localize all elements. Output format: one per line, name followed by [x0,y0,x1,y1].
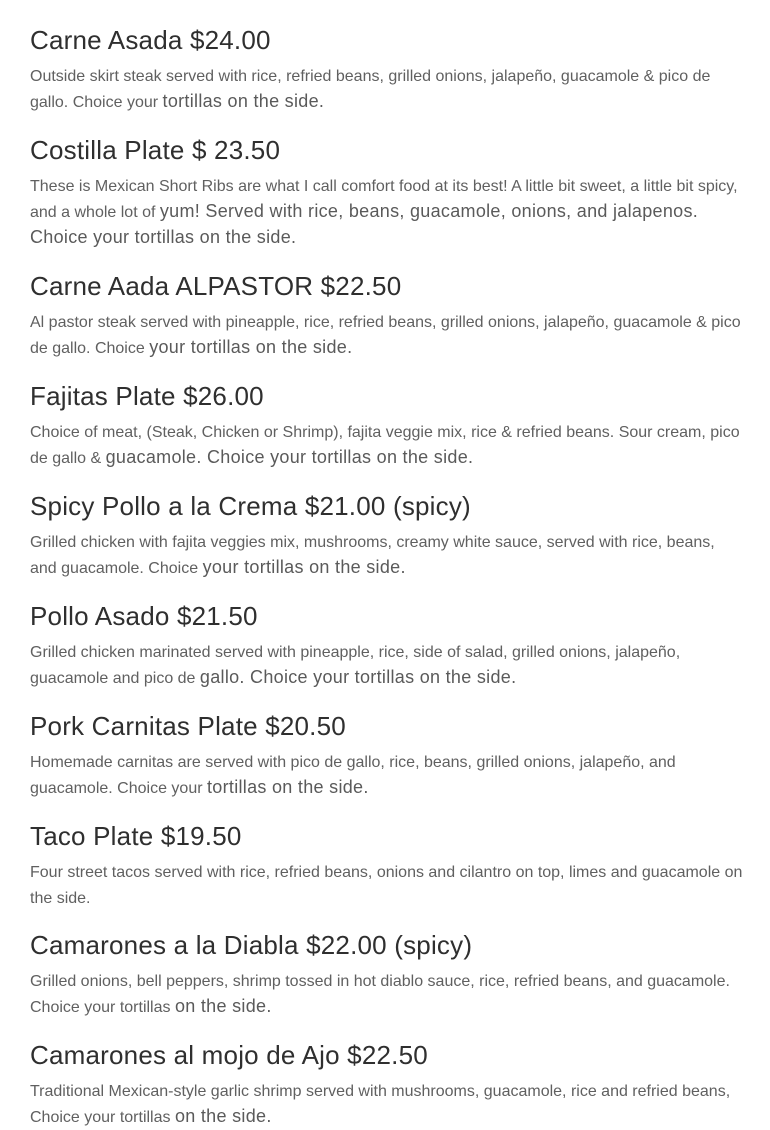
menu-item-title: Camarones a la Diabla $22.00 (spicy) [30,930,473,960]
description-text: Homemade carnitas are served with pico de gallo, rice, beans, grilled onions, jalapeño, and guacamole. Choice your [30,754,676,797]
menu-item-description [30,969,745,1020]
menu-item-description [30,640,745,691]
description-text: Grilled chicken with fajita veggies mix, mushrooms, creamy white sauce, served with rice, beans, and guacamole. Choice [30,534,715,577]
description-tail: gallo. Choice your tortillas on the side. [199,667,517,687]
menu-item-title: Fajitas Plate $26.00 [30,381,264,411]
description-tail: your tortillas on the side. [202,557,406,577]
menu-item-description [30,420,745,471]
description-text: These is Mexican Short Ribs are what I call comfort food at its best! A little bit sweet, a little bit spicy, and a whole lot of [30,178,738,221]
menu-item-pollo-asado [30,598,745,708]
menu-item-camarones-al-mojo-de-ajo [30,1037,745,1127]
menu-item-title: Spicy Pollo a la Crema $21.00 (spicy) [30,491,471,521]
description-tail: guacamole. Choice your tortillas on the side. [105,447,474,467]
menu-item-title: Costilla Plate $ 23.50 [30,135,281,165]
menu-item-camarones-a-la-diabla [30,927,745,1037]
menu-item-description [30,860,745,911]
menu-item-description [30,750,745,801]
menu-item-spicy-pollo-a-la-crema [30,488,745,598]
description-text: Al pastor steak served with pineapple, rice, refried beans, grilled onions, jalapeño, guacamole & pico de gallo. Choice [30,314,741,357]
menu-list [30,22,745,1127]
menu-item-description [30,174,745,251]
description-tail: yum! Served with rice, beans, guacamole, onions, and jalapenos. Choice your tortillas on the side. [30,201,699,247]
description-text: Outside skirt steak served with rice, refried beans, grilled onions, jalapeño, guacamole & pico de gallo. Choice your [30,68,711,111]
menu-item-carne-aada-alpastor [30,268,745,378]
menu-item-carne-asada [30,22,745,132]
menu-item-fajitas-plate [30,378,745,488]
description-tail: tortillas on the side. [162,91,325,111]
menu-item-description [30,64,745,115]
menu-item-title: Carne Aada ALPASTOR $22.50 [30,271,402,301]
menu-item-description [30,1079,745,1130]
description-text: Choice of meat, (Steak, Chicken or Shrimp), fajita veggie mix, rice & refried beans. Sour cream, pico de gallo & [30,424,740,467]
description-text: Grilled onions, bell peppers, shrimp tossed in hot diablo sauce, rice, refried beans, and guacamole. Choice your tortillas [30,973,730,1016]
description-tail: on the side. [174,1106,272,1126]
menu-item-costilla-plate [30,132,745,268]
description-tail: tortillas on the side. [206,777,369,797]
description-tail: your tortillas on the side. [149,337,353,357]
menu-item-title: Taco Plate $19.50 [30,821,242,851]
description-text: Grilled chicken marinated served with pineapple, rice, side of salad, grilled onions, jalapeño, guacamole and pico de [30,644,681,687]
menu-item-title: Pollo Asado $21.50 [30,601,258,631]
description-text: Four street tacos served with rice, refried beans, onions and cilantro on top, limes and guacamole on the side. [30,864,743,907]
menu-item-title: Pork Carnitas Plate $20.50 [30,711,346,741]
menu-item-title: Camarones al mojo de Ajo $22.50 [30,1040,428,1070]
description-text: Traditional Mexican-style garlic shrimp served with mushrooms, guacamole, rice and refried beans, Choice your tortillas [30,1083,731,1126]
description-tail: on the side. [174,996,272,1016]
menu-item-description [30,530,745,581]
menu-item-taco-plate [30,818,745,927]
menu-item-title: Carne Asada $24.00 [30,25,271,55]
menu-item-pork-carnitas-plate [30,708,745,818]
menu-item-description [30,310,745,361]
